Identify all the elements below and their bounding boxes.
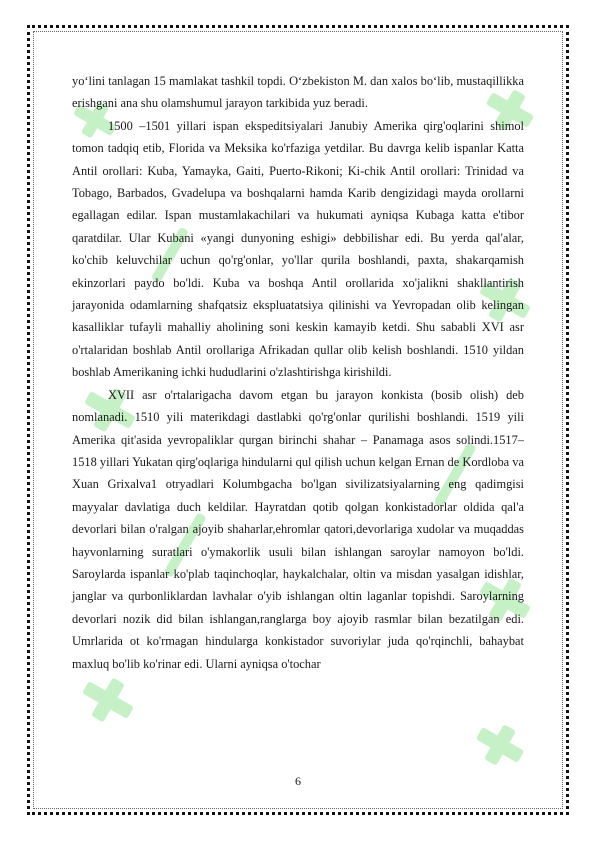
paragraph-2: 1500 –1501 yillari ispan ekspeditsiyalari Janubiy Amerika qirg'oqlarini shimol tomon tadqiq etib, Florida va Meksika ko'rfaziga yetdilar. Bu davrga kelib ispanlar Katta Antil orollari: Kuba, Yamayka, Gaiti, Puerto-Rikoni; Ki-chik Antil orollari: Trinidad va Tobago, Barbados, Gvadelupa va boshqalarni hamda Karib dengizidagi mayda orollarni egallagan edilar. Ispan mustamlakachilari va hukumati ayniqsa Kubaga katta e'tibor qaratdilar. Ular Kubani «yangi dunyoning eshigi» debbilishar edi. Bu yerda qal'alar, ko'chib keluvchilar uchun qo'rg'onlar, yo'llar qurila boshlandi, paxta, shakarqamish ekinzorlari paydo bo'ldi. Kuba va boshqa Antil orollarida xo'jalikni shakllantirish jarayonida odamlarning shafqatsiz ekspluatatsiya qilinishi va Yevropadan olib kelingan kasalliklar tufayli mahalliy aholining soni keskin kamayib ketdi. Shu sababli XVI asr o'rtalaridan boshlab Antil orollariga Afrikadan qullar olib kelish boshlandi. 1510 yildan boshlab Amerikaning ichki hududlarini o'zlashtirishga kirishildi. (72, 118, 524, 380)
body-text (72, 70, 524, 675)
page-number: 6 (295, 774, 301, 788)
paragraph-1: yo‘lini tanlagan 15 mamlakat tashkil topdi. O‘zbekiston M. dan xalos bo‘lib, mustaqillikka erishgani ana shu olamshumul jarayon tarkibida yuz beradi. (72, 74, 524, 111)
paragraph-3: XVII asr o'rtalarigacha davom etgan bu jarayon konkista (bosib olish) deb nomlanadi. 1510 yili materikdagi dastlabki qo'rg'onlar qurilishi boshlandi. 1519 yili Amerika qit'asida yevropaliklar qurgan birinchi shahar – Panamaga asos solindi.1517–1518 yillari Yukatan qirg'oqlariga hindularni qul qilish uchun kelgan Ernan de Kordloba va Xuan Grixalva1 otryadlari Kolumbgacha bo'lgan sivilizatsiyalarning eng qadimgisi mayyalar davlatiga duch keldilar. Hayratdan qotib qolgan konkistadorlar oldida qal'a devorlari bilan o'ralgan ajoyib shaharlar,ehromlar qatori,devorlariga xudolar va muqaddas hayvonlarning suratlari o'ymakorlik usuli bilan ishlangan saroylar namoyon bo'ldi. Saroylarda ispanlar ko'plab taqinchoqlar, haykalchalar, oltin va misdan yasalgan idishlar, janglar va qurbonliklardan lavhalar o'yib ishlangan oltin laganlar topishdi. Saroylarning devorlari nozik did bilan ishlangan,ranglarga boy ajoyib rasmlar bilan bezatilgan edi. Umrlarida ot ko'rmagan hindularga konkistador suvoriylar juda qo'rqinchli, bahaybat maxluq bo'lib ko'rinar edi. Ularni ayniqsa o'tochar (72, 387, 524, 671)
